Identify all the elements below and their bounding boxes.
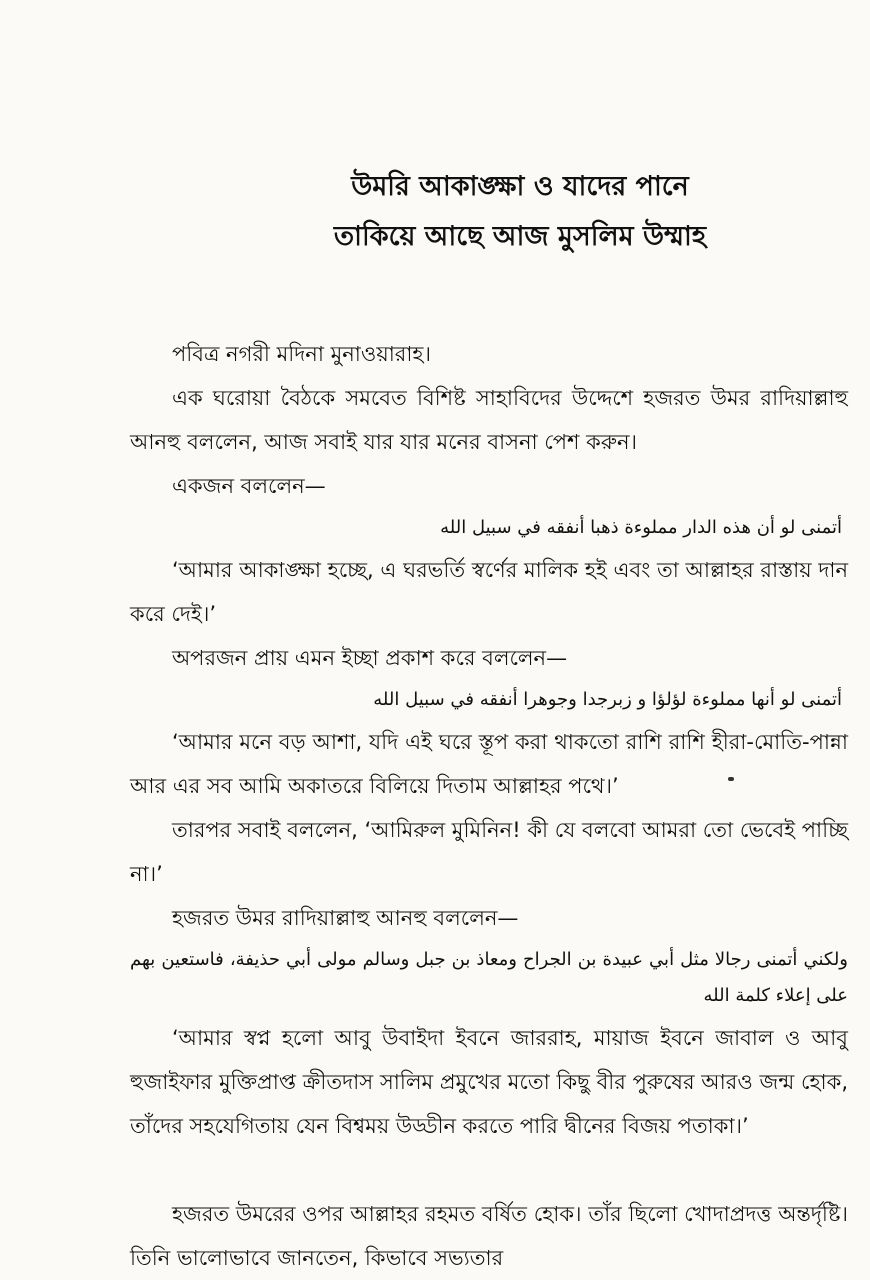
paragraph: এক ঘরোয়া বৈঠকে সমবেত বিশিষ্ট সাহাবিদের উদ্দেশে হজরত উমর রাদিয়াল্লাহু আনহু বললেন, আজ সবাই যার যার মনের বাসনা পেশ করুন। xyxy=(130,386,848,454)
paragraph: হজরত উমর রাদিয়াল্লাহু আনহু বললেন— xyxy=(172,906,519,930)
paragraph-gap xyxy=(130,1148,848,1192)
arabic-quote: أتمنى لو أنها مملوءة لؤلؤا و زبرجدا وجوهرا أنفقه في سبيل الله xyxy=(373,689,842,710)
paragraph: ‘আমার আকাঙ্ক্ষা হচ্ছে, এ ঘরভর্তি স্বর্ণের মালিক হই এবং তা আল্লাহর রাস্তায় দান করে দেই।’ xyxy=(130,558,848,626)
ink-speck xyxy=(728,777,734,781)
paragraph: একজন বললেন— xyxy=(172,474,326,498)
paragraph: তারপর সবাই বললেন, ‘আমিরুল মুমিনিন! কী যে বলবো আমরা তো ভেবেই পাচ্ছি না।’ xyxy=(130,818,848,886)
chapter-title-line-1: উমরি আকাঙ্ক্ষা ও যাদের পানে xyxy=(351,171,689,202)
paragraph: পবিত্র নগরী মদিনা মুনাওয়ারাহ। xyxy=(172,342,431,366)
arabic-quote: أتمنى لو أن هذه الدار مملوءة ذهبا أنفقه في سبيل الله xyxy=(440,517,842,538)
chapter-title-line-2: তাকিয়ে আছে আজ মুসলিম উম্মাহ xyxy=(333,221,707,252)
body-text xyxy=(130,332,848,1280)
paragraph: হজরত উমরের ওপর আল্লাহর রহমত বর্ষিত হোক। তাঁর ছিলো খোদাপ্রদত্ত অন্তর্দৃষ্টি। তিনি ভালোভাবে জানতেন, কিভাবে সভ্যতার xyxy=(130,1202,848,1270)
paragraph: ‘আমার মনে বড় আশা, যদি এই ঘরে স্তূপ করা থাকতো রাশি রাশি হীরা-মোতি-পান্না আর এর সব আমি অকাতরে বিলিয়ে দিতাম আল্লাহর পথে।’ xyxy=(130,730,848,798)
paragraph: অপরজন প্রায় এমন ইচ্ছা প্রকাশ করে বললেন— xyxy=(172,646,568,670)
chapter-title xyxy=(200,162,840,262)
paragraph: ‘আমার স্বপ্ন হলো আবু উবাইদা ইবনে জাররাহ, মায়াজ ইবনে জাবাল ও আবু হুজাইফার মুক্তিপ্রাপ্ত ক্রীতদাস সালিম প্রমুখের মতো কিছু বীর পুরুষের আরও জন্ম হোক, তাঁদের সহযেগিতায় যেন বিশ্বময় উড্ডীন করতে পারি দ্বীনের বিজয় পতাকা।’ xyxy=(130,1026,848,1138)
arabic-quote: ولكني أتمنى رجالا مثل أبي عبيدة بن الجراح ومعاذ بن جبل وسالم مولى أبي حذيفة، فاستعين بهم على إعلاء كلمة الله xyxy=(130,949,848,1006)
